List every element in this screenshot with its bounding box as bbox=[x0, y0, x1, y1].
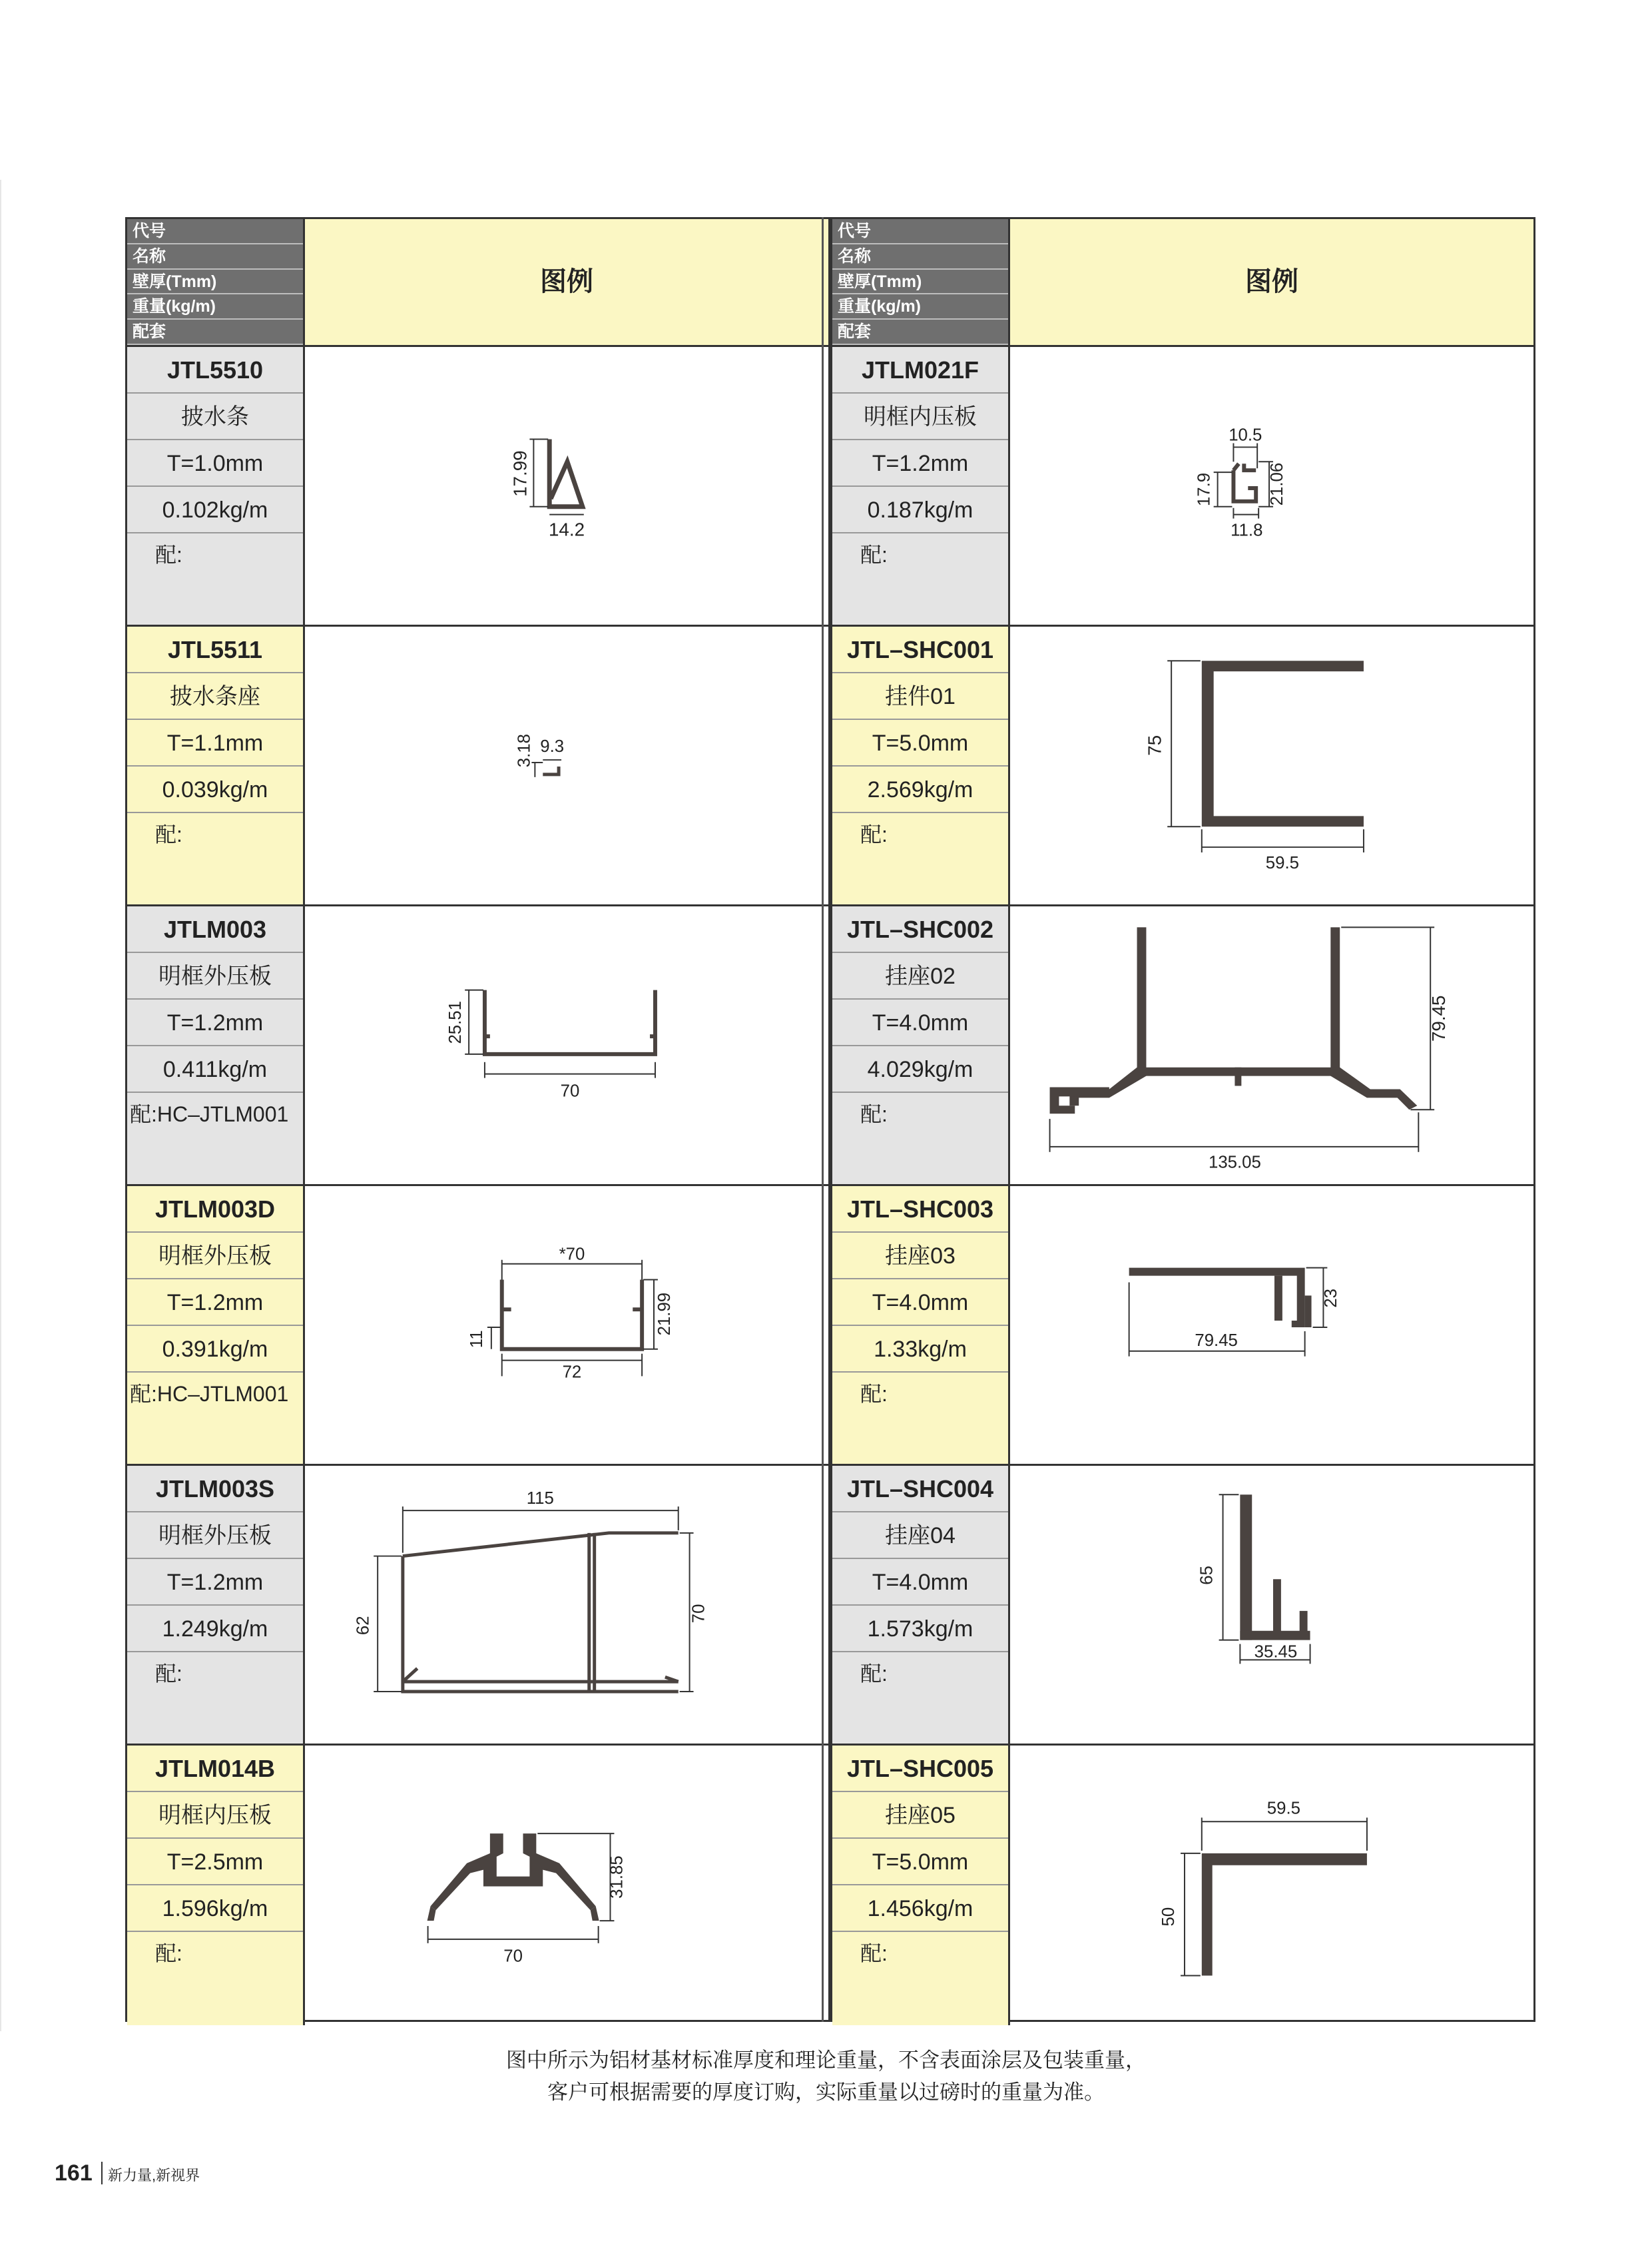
product-name: 披水条 bbox=[127, 394, 303, 440]
profile-shape bbox=[549, 440, 583, 507]
dim-width: 70 bbox=[503, 1947, 523, 1966]
product-name: 挂座04 bbox=[832, 1512, 1008, 1559]
label-code: 代号 bbox=[127, 219, 303, 244]
dim-height: 50 bbox=[1159, 1907, 1179, 1927]
dim-width: 135.05 bbox=[1208, 1153, 1261, 1172]
dim-height: 25.51 bbox=[446, 1000, 465, 1044]
profile-drawing bbox=[303, 1186, 828, 1464]
profile-shape bbox=[1202, 661, 1364, 826]
table-row bbox=[127, 1466, 828, 1746]
footer-note-line2: 客户可根据需要的厚度订购，实际重量以过磅时的重量为准。 bbox=[547, 2081, 1105, 2104]
legend-header: 图例 bbox=[1008, 219, 1533, 345]
product-weight: 2.569kg/m bbox=[832, 767, 1008, 813]
product-thickness: T=4.0mm bbox=[832, 1559, 1008, 1606]
dim-lip-height: 11 bbox=[467, 1330, 486, 1349]
profile-drawing bbox=[303, 1746, 828, 2025]
product-thickness: T=1.2mm bbox=[127, 1559, 303, 1606]
product-name: 明框内压板 bbox=[127, 1792, 303, 1839]
dim-top-width: 10.5 bbox=[1229, 426, 1262, 445]
product-thickness: T=1.0mm bbox=[127, 440, 303, 487]
product-accessory: 配: bbox=[860, 1102, 888, 1126]
footer-note bbox=[0, 2045, 1652, 2108]
product-thickness: T=4.0mm bbox=[832, 1000, 1008, 1046]
label-thickness: 壁厚(Tmm) bbox=[832, 270, 1008, 295]
dim-width: 70 bbox=[560, 1082, 580, 1101]
product-info bbox=[832, 627, 1008, 904]
label-name: 名称 bbox=[832, 244, 1008, 270]
product-code: JTL–SHC002 bbox=[832, 906, 1008, 953]
product-thickness: T=1.2mm bbox=[127, 1279, 303, 1326]
dim-height: 3.18 bbox=[515, 734, 534, 768]
product-name: 挂座02 bbox=[832, 953, 1008, 1000]
product-code: JTLM003S bbox=[127, 1466, 303, 1512]
dim-top-width: *70 bbox=[559, 1245, 585, 1264]
product-weight: 1.456kg/m bbox=[832, 1885, 1008, 1932]
profile-shape bbox=[543, 767, 559, 775]
page-tagline: 新力量,新视界 bbox=[108, 2167, 200, 2184]
product-info bbox=[832, 1746, 1008, 2025]
profile-shape bbox=[1050, 927, 1418, 1114]
product-code: JTL5510 bbox=[127, 347, 303, 394]
dim-left-height: 17.9 bbox=[1195, 472, 1214, 507]
profile-drawing bbox=[1008, 627, 1533, 904]
label-accessory: 配套 bbox=[127, 320, 303, 345]
product-name: 明框外压板 bbox=[127, 953, 303, 1000]
page-edge-line bbox=[0, 180, 1, 2031]
product-name: 挂座03 bbox=[832, 1233, 1008, 1279]
dim-width: 115 bbox=[526, 1489, 554, 1508]
label-accessory: 配套 bbox=[832, 320, 1008, 345]
product-code: JTLM003D bbox=[127, 1186, 303, 1233]
product-accessory: 配: bbox=[860, 1382, 888, 1406]
product-name: 披水条座 bbox=[127, 673, 303, 720]
product-code: JTL–SHC004 bbox=[832, 1466, 1008, 1512]
product-accessory: 配: bbox=[155, 1662, 182, 1686]
table-row bbox=[127, 906, 828, 1186]
profile-shape bbox=[403, 1533, 679, 1692]
dim-height: 23 bbox=[1322, 1288, 1341, 1308]
profile-shape bbox=[502, 1280, 642, 1349]
product-accessory: 配: bbox=[860, 822, 888, 846]
table-header-left bbox=[127, 219, 828, 347]
product-info bbox=[127, 1466, 303, 1744]
dim-left-height: 62 bbox=[354, 1616, 373, 1636]
product-code: JTLM021F bbox=[832, 347, 1008, 394]
product-thickness: T=1.2mm bbox=[127, 1000, 303, 1046]
dim-right-height: 21.06 bbox=[1267, 462, 1286, 506]
product-weight: 0.102kg/m bbox=[127, 487, 303, 533]
profile-drawing bbox=[303, 627, 828, 904]
dim-height: 31.85 bbox=[607, 1855, 627, 1899]
header-labels bbox=[127, 219, 303, 345]
footer-note-line1: 图中所示为铝材基材标准厚度和理论重量，不含表面涂层及包装重量， bbox=[506, 2049, 1146, 2072]
dim-height: 75 bbox=[1144, 735, 1165, 756]
profile-shape bbox=[1240, 1494, 1310, 1640]
product-info bbox=[127, 1746, 303, 2025]
product-thickness: T=5.0mm bbox=[832, 720, 1008, 767]
table-row bbox=[127, 1186, 828, 1466]
product-info bbox=[832, 347, 1008, 625]
table-header-right bbox=[832, 219, 1533, 347]
product-code: JTLM014B bbox=[127, 1746, 303, 1792]
dim-width: 9.3 bbox=[540, 737, 565, 757]
product-weight: 1.596kg/m bbox=[127, 1885, 303, 1932]
product-info bbox=[127, 627, 303, 904]
product-code: JTL–SHC005 bbox=[832, 1746, 1008, 1792]
product-info bbox=[127, 1186, 303, 1464]
product-accessory: 配: bbox=[860, 1941, 888, 1965]
profile-drawing bbox=[1008, 1466, 1533, 1744]
legend-header: 图例 bbox=[303, 219, 828, 345]
product-info bbox=[832, 906, 1008, 1184]
product-weight: 1.249kg/m bbox=[127, 1606, 303, 1652]
product-code: JTLM003 bbox=[127, 906, 303, 953]
profile-drawing bbox=[303, 347, 828, 625]
product-info bbox=[127, 347, 303, 625]
product-thickness: T=1.1mm bbox=[127, 720, 303, 767]
product-name: 明框内压板 bbox=[832, 394, 1008, 440]
profile-drawing bbox=[1008, 347, 1533, 625]
profile-drawing bbox=[303, 906, 828, 1184]
catalog-table-right bbox=[830, 217, 1535, 2022]
page-number-divider bbox=[101, 2162, 103, 2184]
header-labels bbox=[832, 219, 1008, 345]
table-row bbox=[127, 1746, 828, 2025]
product-accessory: 配: bbox=[860, 1662, 888, 1686]
table-row bbox=[127, 627, 828, 906]
label-thickness: 壁厚(Tmm) bbox=[127, 270, 303, 295]
product-thickness: T=4.0mm bbox=[832, 1279, 1008, 1326]
page-number: 161 bbox=[55, 2160, 93, 2186]
profile-shape bbox=[1233, 464, 1256, 501]
label-name: 名称 bbox=[127, 244, 303, 270]
table-row bbox=[832, 347, 1533, 627]
product-weight: 1.573kg/m bbox=[832, 1606, 1008, 1652]
product-weight: 0.039kg/m bbox=[127, 767, 303, 813]
label-weight: 重量(kg/m) bbox=[832, 294, 1008, 320]
product-info bbox=[832, 1466, 1008, 1744]
label-weight: 重量(kg/m) bbox=[127, 294, 303, 320]
product-weight: 1.33kg/m bbox=[832, 1326, 1008, 1373]
product-weight: 4.029kg/m bbox=[832, 1046, 1008, 1093]
product-code: JTL5511 bbox=[127, 627, 303, 673]
dim-right-height: 70 bbox=[689, 1604, 708, 1624]
product-thickness: T=5.0mm bbox=[832, 1839, 1008, 1885]
profile-shape bbox=[427, 1833, 599, 1921]
product-code: JTL–SHC001 bbox=[832, 627, 1008, 673]
product-accessory: 配: bbox=[155, 822, 182, 846]
product-accessory: 配:HC–JTLM001 bbox=[130, 1102, 289, 1126]
dim-width: 35.45 bbox=[1254, 1642, 1298, 1662]
catalog-table-left bbox=[125, 217, 830, 2022]
table-row bbox=[832, 1186, 1533, 1466]
product-weight: 0.411kg/m bbox=[127, 1046, 303, 1093]
product-weight: 0.187kg/m bbox=[832, 487, 1008, 533]
table-row bbox=[832, 906, 1533, 1186]
dim-bottom-width: 11.8 bbox=[1231, 521, 1263, 540]
product-accessory: 配:HC–JTLM001 bbox=[130, 1382, 289, 1406]
dim-width: 59.5 bbox=[1266, 1799, 1300, 1818]
product-info bbox=[832, 1186, 1008, 1464]
profile-shape bbox=[1202, 1853, 1367, 1976]
product-accessory: 配: bbox=[860, 543, 888, 567]
profile-drawing bbox=[303, 1466, 828, 1744]
product-thickness: T=1.2mm bbox=[832, 440, 1008, 487]
product-info bbox=[127, 906, 303, 1184]
dim-width: 14.2 bbox=[548, 519, 585, 540]
table-row bbox=[127, 347, 828, 627]
dim-width: 79.45 bbox=[1195, 1331, 1238, 1350]
product-name: 挂座05 bbox=[832, 1792, 1008, 1839]
product-name: 明框外压板 bbox=[127, 1233, 303, 1279]
dim-height: 21.99 bbox=[655, 1292, 674, 1336]
profile-drawing bbox=[1008, 1186, 1533, 1464]
column-divider bbox=[822, 217, 824, 2022]
dim-width: 72 bbox=[562, 1363, 582, 1382]
table-row bbox=[832, 1746, 1533, 2025]
table-row bbox=[832, 627, 1533, 906]
profile-shape bbox=[485, 990, 655, 1054]
product-accessory: 配: bbox=[155, 543, 182, 567]
dim-height: 17.99 bbox=[509, 450, 531, 497]
profile-drawing bbox=[1008, 906, 1533, 1184]
label-code: 代号 bbox=[832, 219, 1008, 244]
profile-shape bbox=[1129, 1268, 1312, 1327]
product-name: 挂件01 bbox=[832, 673, 1008, 720]
dim-height: 65 bbox=[1197, 1565, 1217, 1585]
product-thickness: T=2.5mm bbox=[127, 1839, 303, 1885]
product-accessory: 配: bbox=[155, 1941, 182, 1965]
product-code: JTL–SHC003 bbox=[832, 1186, 1008, 1233]
profile-drawing bbox=[1008, 1746, 1533, 2025]
product-weight: 0.391kg/m bbox=[127, 1326, 303, 1373]
dim-height: 79.45 bbox=[1428, 995, 1450, 1042]
table-row bbox=[832, 1466, 1533, 1746]
dim-width: 59.5 bbox=[1265, 853, 1299, 872]
product-name: 明框外压板 bbox=[127, 1512, 303, 1559]
